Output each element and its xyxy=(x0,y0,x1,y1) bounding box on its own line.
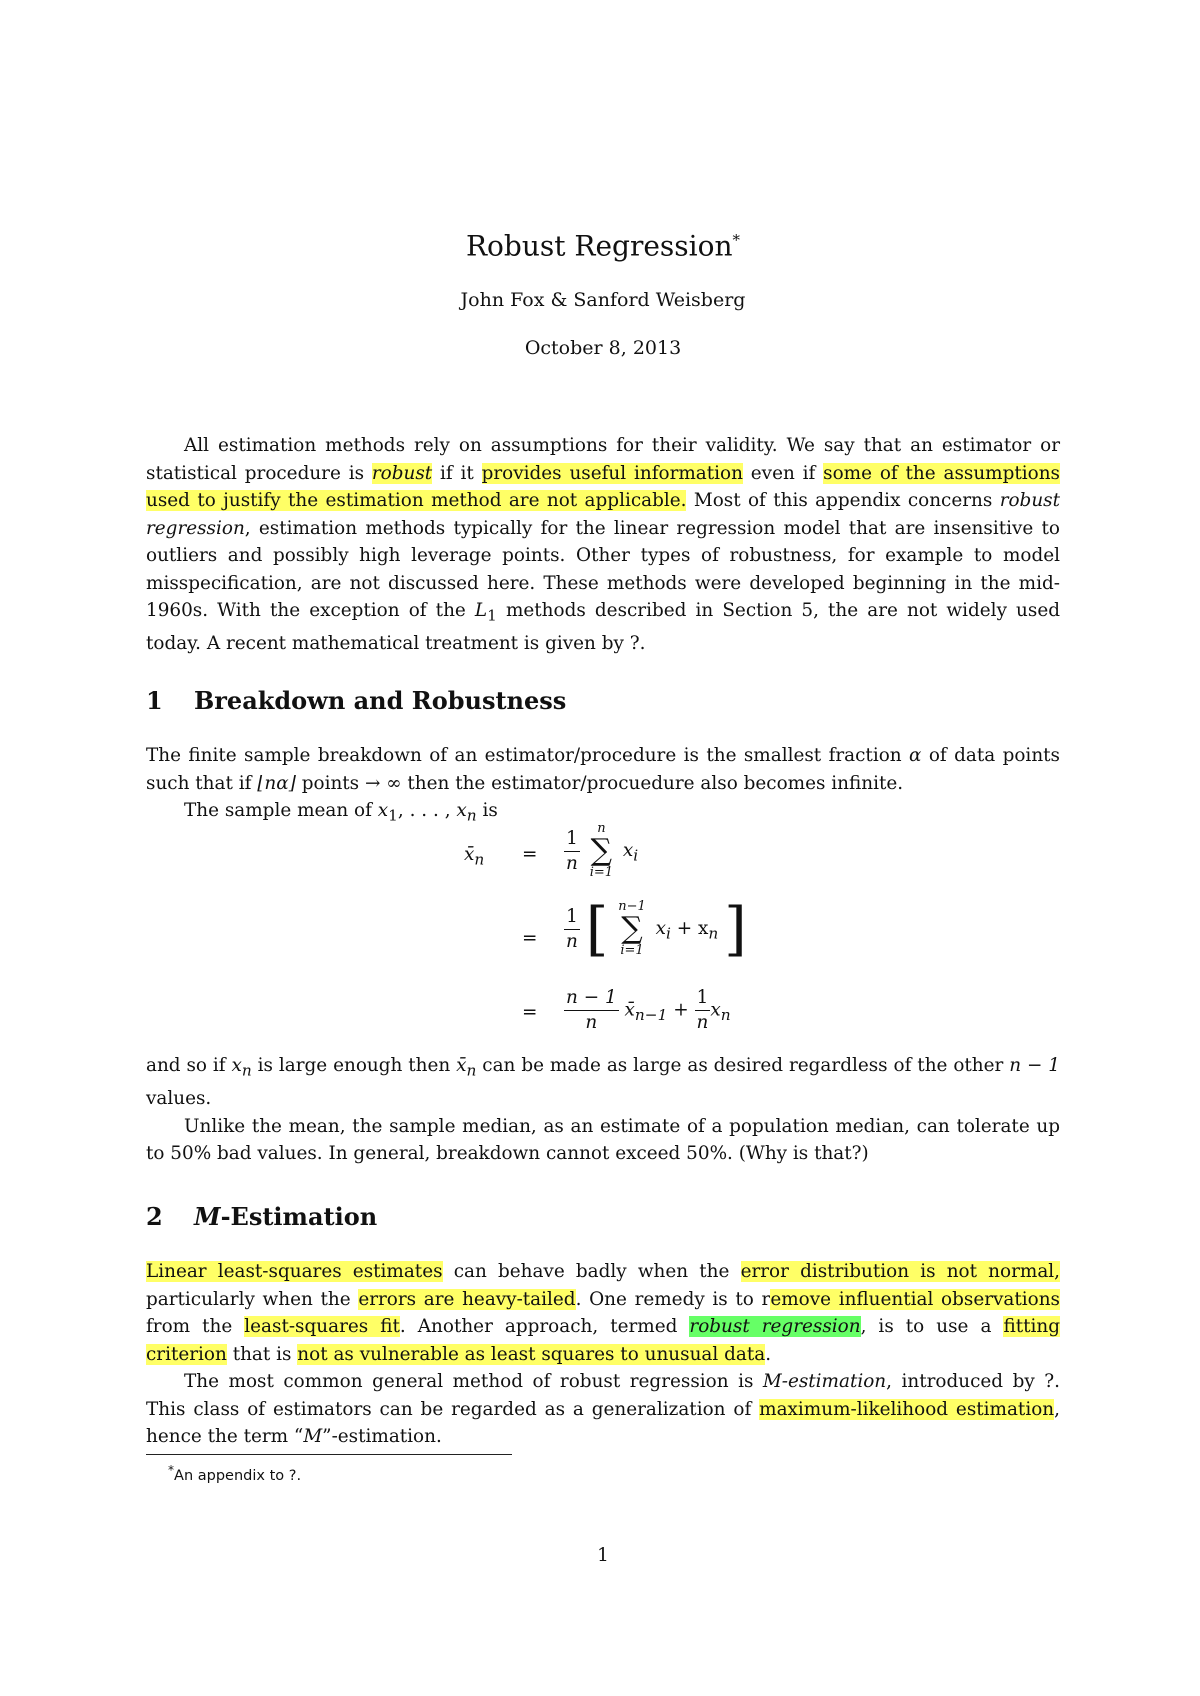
text: . Another approach, termed xyxy=(399,1316,690,1337)
sample-mean-equation xyxy=(464,822,884,1044)
text: The most common general method of robust regression is xyxy=(184,1371,763,1392)
text: can be made as large as desired regardless of the other xyxy=(476,1055,1010,1076)
highlight: Linear least-squares estimates xyxy=(146,1261,443,1282)
footnote xyxy=(168,1460,301,1486)
text: . xyxy=(765,1343,772,1365)
fraction: $\frac{1}{n}$ xyxy=(566,905,578,952)
paper-title-text: Robust Regression xyxy=(465,229,733,263)
term-robust: robust xyxy=(371,462,433,484)
page-number: 1 xyxy=(597,1545,609,1566)
math-m: M xyxy=(303,1426,323,1447)
highlight: emove influential observations xyxy=(770,1288,1060,1310)
text: . One remedy is to r xyxy=(575,1288,771,1310)
text: , is to use a xyxy=(860,1316,1004,1337)
text: The sample mean of xyxy=(184,800,378,821)
fraction: $\frac{1}{n}$ xyxy=(566,827,578,874)
math-n-minus-1: n − 1 xyxy=(1009,1055,1060,1076)
title-block xyxy=(146,222,1060,360)
equals-sign: = xyxy=(522,928,538,949)
breakdown-paragraph: The finite sample breakdown of an estimator/procedure is the smallest fraction α of data points such that if ⌊nα⌋ points → ∞ then the estimator/procuedure also becomes infinite. The sample mean of $x_1$, . . . , $x_n$ is xyxy=(146,745,1060,825)
text: , introduced by ?. This class of estimators can be regarded as a generalization of xyxy=(146,1371,1060,1420)
fraction: $\frac{1}{n}$ xyxy=(696,987,709,1033)
summation: n ∑ i=1 xyxy=(589,821,614,880)
highlight xyxy=(372,463,432,484)
equation-row xyxy=(464,822,884,892)
highlight: least-squares fit xyxy=(244,1316,400,1337)
text: from the xyxy=(146,1316,245,1337)
date: October 8, 2013 xyxy=(524,337,682,360)
math-floor: ⌊nα⌋ xyxy=(257,772,296,794)
section-title: Breakdown and Robustness xyxy=(194,686,567,715)
text: All estimation methods rely on assumptions for their validity. We say that an estimator or statistical procedure is xyxy=(146,435,1060,484)
text: , estimation methods typically for the linear regression model that are insensitive to outliers and possibly high leverage points. Other types of robustness, for example to model misspecification, are not discussed here. These methods were developed beginning in the mid-1960s. With the exception of the xyxy=(146,517,1060,621)
highlight: provides useful information xyxy=(481,462,743,484)
text: points → ∞ then the estimator/procuedure also becomes infinite. xyxy=(295,772,904,794)
equation-lhs: $x̄_n$ xyxy=(464,844,485,869)
text: if it xyxy=(432,462,482,484)
text: is large enough then xyxy=(251,1055,457,1076)
text: values. xyxy=(146,1088,212,1110)
section-1-heading xyxy=(146,686,566,716)
equation-rhs: $\frac{1}{n}$ [ n−1 ∑ i=1 $x_i + x_n$ ] xyxy=(566,895,747,963)
text: of data points such that if xyxy=(146,745,1060,794)
left-bracket: [ xyxy=(585,895,609,963)
text: even if xyxy=(742,462,824,484)
equation-row xyxy=(464,895,884,980)
fraction: $\frac{n - 1}{n}$ xyxy=(566,987,617,1033)
right-bracket: ] xyxy=(724,895,747,963)
section-title: -Estimation xyxy=(220,1202,378,1231)
section-number: 1 xyxy=(146,686,163,715)
authors: John Fox & Sanford Weisberg xyxy=(460,289,746,312)
math-l: L xyxy=(474,600,488,621)
section-number: 2 xyxy=(146,1202,163,1231)
highlight: not as vulnerable as least squares to unusual data xyxy=(297,1343,766,1365)
highlight: error distribution is not normal, xyxy=(740,1261,1061,1282)
term-m-estimation: M-estimation xyxy=(762,1371,887,1392)
text: is xyxy=(476,800,498,821)
equation-rhs: $\frac{1}{n}$ n ∑ i=1 $x_i$ xyxy=(566,821,639,880)
mean-conclusion-paragraph: and so if $x_n$ is large enough then $x̄_n$ can be made as large as desired regardless of the other n − 1 values. Unlike the mean, the sample median, as an estimate of a population median, can tolerate up to 50% bad values. In general, breakdown cannot exceed 50%. (Why is that?) xyxy=(146,1055,1060,1165)
footnote-mark: * xyxy=(168,1463,175,1477)
summation: n−1 ∑ i=1 xyxy=(618,899,646,958)
section-title-m: M xyxy=(194,1202,221,1231)
equation-row xyxy=(464,986,884,1044)
text: ”-estimation. xyxy=(322,1426,442,1447)
text: can behave badly when the xyxy=(442,1261,741,1282)
equals-sign: = xyxy=(522,844,538,865)
text: methods described in Section 5, the are not widely used today. A recent mathematical treatment is given by ?. xyxy=(146,600,1060,655)
section-2-heading xyxy=(146,1202,377,1232)
intro-paragraph xyxy=(146,432,1060,658)
text: and so if xyxy=(146,1055,232,1076)
math-x: x xyxy=(377,800,389,821)
text: The finite sample breakdown of an estimator/procedure is the smallest fraction xyxy=(146,745,910,766)
median-text: Unlike the mean, the sample median, as an estimate of a population median, can tolerate up to 50% bad values. In general, breakdown cannot exceed 50%. (Why is that?) xyxy=(146,1115,1060,1165)
footnote-text: An appendix to ?. xyxy=(174,1467,302,1484)
text: , hence the term “ xyxy=(146,1398,1060,1447)
highlight: maximum-likelihood estimation xyxy=(759,1398,1055,1420)
text: particularly when the xyxy=(146,1288,359,1310)
term-robust-regression: robust regression xyxy=(146,490,1060,539)
paper-title xyxy=(146,222,1060,264)
highlight: errors are heavy-tailed xyxy=(358,1288,576,1310)
highlight-green: robust regression xyxy=(689,1316,861,1337)
text: that is xyxy=(226,1343,298,1365)
footnote-rule xyxy=(146,1454,512,1455)
title-footnote-mark: * xyxy=(732,231,741,249)
text: Most of this appendix concerns xyxy=(686,490,1000,511)
equation-rhs: $\frac{n - 1}{n}$ $x̄_{n-1}$ + $\frac{1}{n}$ $x_n$ xyxy=(566,987,731,1033)
equals-sign: = xyxy=(522,1002,538,1023)
highlight: fitting criterion xyxy=(146,1316,1060,1365)
paper-page xyxy=(146,0,1060,1696)
m-estimation-paragraph xyxy=(146,1258,1060,1451)
math-alpha: α xyxy=(909,745,922,766)
highlight: some of the assumptions used to justify the estimation method are not applicable. xyxy=(146,462,1060,511)
math-sub: 1 xyxy=(487,606,497,625)
